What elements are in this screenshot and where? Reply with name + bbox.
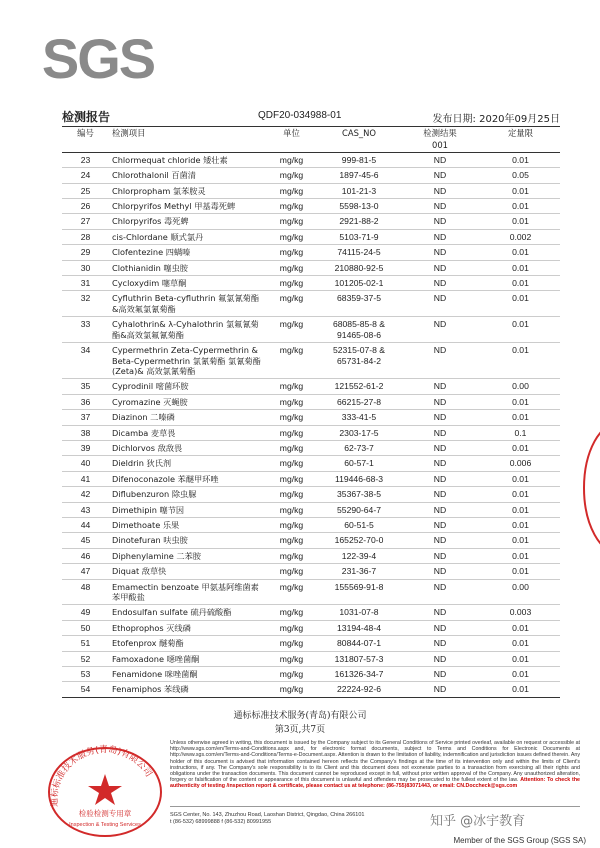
row-item: Cypermethrin Zeta-Cypermethrin & Beta-Cypermethrin 氯氰菊酯 氯氰菊酯 (Zeta)& 高效氯氰菊酯 [109,343,264,379]
row-limit: 0.05 [481,168,560,183]
row-unit: mg/kg [264,517,319,532]
row-unit: mg/kg [264,440,319,455]
col-result-sample: 001 [399,139,481,152]
row-result: ND [399,276,481,291]
table-row [62,183,560,198]
row-result: ND [399,636,481,651]
row-limit: 0.01 [481,651,560,666]
row-limit: 0.003 [481,605,560,620]
row-limit: 0.01 [481,152,560,167]
row-no: 24 [62,168,109,183]
row-item: Chlormequat chloride 矮壮素 [109,152,264,167]
results-table [62,126,560,698]
row-no: 41 [62,471,109,486]
row-no: 40 [62,456,109,471]
stamp-en: Inspection & Testing Services [69,822,141,828]
row-cas: 22224-92-6 [319,682,399,697]
col-unit: 单位 [264,127,319,140]
row-no: 30 [62,260,109,275]
row-no: 42 [62,487,109,502]
row-unit: mg/kg [264,152,319,167]
row-item: Cyhalothrin& λ-Cyhalothrin 氯氟氰菊酯&高效氯氟氰菊酯 [109,317,264,343]
watermark: 知乎 @冰宇教育 [430,814,526,829]
row-limit: 0.01 [481,245,560,260]
row-result: ND [399,564,481,579]
row-limit: 0.01 [481,394,560,409]
row-limit: 0.01 [481,343,560,379]
row-no: 27 [62,214,109,229]
inspection-stamp [30,730,180,840]
row-no: 32 [62,291,109,317]
report-number: QDF20-034988-01 [258,110,342,121]
footer-divider [170,806,580,807]
row-no: 37 [62,410,109,425]
row-cas: 55290-64-7 [319,502,399,517]
col-item: 检测项目 [109,127,264,140]
row-result: ND [399,533,481,548]
row-item: Fenamidone 咪唑菌酮 [109,667,264,682]
row-cas: 62-73-7 [319,440,399,455]
row-item: Diflubenzuron 除虫脲 [109,487,264,502]
row-unit: mg/kg [264,343,319,379]
row-cas: 60-57-1 [319,456,399,471]
row-item: Chlorpyrifos 毒死蜱 [109,214,264,229]
row-limit: 0.01 [481,183,560,198]
member-text: Member of the SGS Group (SGS SA) [453,836,586,845]
stamp-text: 通标标准技术服务(青岛)有限公司 [49,745,154,807]
row-result: ND [399,343,481,379]
row-no: 52 [62,651,109,666]
table-row [62,471,560,486]
row-unit: mg/kg [264,636,319,651]
row-item: Difenoconazole 苯醚甲环唑 [109,471,264,486]
row-cas: 231-36-7 [319,564,399,579]
table-row [62,379,560,394]
row-limit: 0.01 [481,487,560,502]
table-row [62,667,560,682]
row-limit: 0.01 [481,260,560,275]
row-cas: 101-21-3 [319,183,399,198]
row-cas: 161326-34-7 [319,667,399,682]
col-cas: CAS_NO [319,127,399,140]
row-limit: 0.01 [481,620,560,635]
row-result: ND [399,502,481,517]
row-result: ND [399,152,481,167]
row-limit: 0.01 [481,533,560,548]
row-no: 43 [62,502,109,517]
row-cas: 155569-91-8 [319,579,399,605]
row-cas: 35367-38-5 [319,487,399,502]
table-row [62,487,560,502]
table-row [62,636,560,651]
row-cas: 2303-17-5 [319,425,399,440]
row-unit: mg/kg [264,425,319,440]
table-row [62,276,560,291]
row-item: Fenamiphos 苯线磷 [109,682,264,697]
row-item: Cyfluthrin Beta-cyfluthrin 氟氯氰菊酯&高效氟氯氰菊酯 [109,291,264,317]
row-result: ND [399,579,481,605]
row-limit: 0.01 [481,317,560,343]
row-limit: 0.006 [481,456,560,471]
row-cas: 2921-88-2 [319,214,399,229]
row-item: Famoxadone 噁唑菌酮 [109,651,264,666]
row-no: 34 [62,343,109,379]
row-cas: 210880-92-5 [319,260,399,275]
table-row [62,245,560,260]
row-no: 45 [62,533,109,548]
row-item: Ethoprophos 灭线磷 [109,620,264,635]
row-cas: 5103-71-9 [319,229,399,244]
row-no: 47 [62,564,109,579]
results-body [62,152,560,697]
row-result: ND [399,394,481,409]
table-row [62,548,560,563]
row-limit: 0.01 [481,564,560,579]
row-cas: 1897-45-6 [319,168,399,183]
row-limit: 0.01 [481,471,560,486]
row-limit: 0.01 [481,636,560,651]
table-row [62,564,560,579]
row-limit: 0.01 [481,410,560,425]
report-header [62,108,560,124]
table-row [62,317,560,343]
terms-text: Unless otherwise agreed in writing, this document is issued by the Company subject to its General Conditions of Service printed overleaf, available on request or accessible at http://www.sgs.com/en/Terms-and-Conditions.aspx and, for electronic format documents, subject to Terms and Conditions for Electronic Documents at http://www.sgs.com/en/Terms-and-Conditions/Terms-e-Document.aspx. Attention is drawn to the limitation of liability, indemnification and jurisdiction issues defined therein. Any holder of this document is advised that information contained hereon reflects the Company's findings at the time of its intervention only and within the limits of Client's instructions, if any. The Company's sole responsibility is to its Client and this document does not exonerate parties to a transaction from exercising all their rights and obligations under the transaction documents. This document cannot be reproduced except in full, without prior written approval of the Company. Any unauthorized alteration, forgery or falsification of the content or appearance of this document is unlawful and offenders may be prosecuted to the fullest extent of the law. Attention: To check the authenticity of testing /inspection report & certificate, please contact us at telephone: (86-755)83071443, or email: CN.Doccheck@sgs.com [170,740,581,790]
row-limit: 0.01 [481,276,560,291]
row-unit: mg/kg [264,564,319,579]
table-row [62,682,560,697]
row-unit: mg/kg [264,502,319,517]
table-row [62,651,560,666]
row-no: 39 [62,440,109,455]
row-item: Chlorothalonil 百菌清 [109,168,264,183]
table-row [62,425,560,440]
row-limit: 0.01 [481,199,560,214]
row-result: ND [399,487,481,502]
row-item: Cycloxydim 噻草酮 [109,276,264,291]
row-item: Emamectin benzoate 甲氨基阿维菌素苯甲酸盐 [109,579,264,605]
row-cas: 60-51-5 [319,517,399,532]
row-no: 28 [62,229,109,244]
row-unit: mg/kg [264,682,319,697]
row-result: ND [399,605,481,620]
row-item: Dinotefuran 呋虫胺 [109,533,264,548]
table-row [62,456,560,471]
row-limit: 0.1 [481,425,560,440]
row-unit: mg/kg [264,548,319,563]
row-cas: 333-41-5 [319,410,399,425]
table-row [62,605,560,620]
stamp-sub: 检验检测专用章 [78,809,132,818]
row-no: 53 [62,667,109,682]
row-unit: mg/kg [264,291,319,317]
row-limit: 0.01 [481,502,560,517]
row-no: 48 [62,579,109,605]
row-no: 46 [62,548,109,563]
row-item: Dieldrin 狄氏剂 [109,456,264,471]
row-no: 29 [62,245,109,260]
partial-stamp-edge [576,418,600,558]
row-result: ND [399,245,481,260]
report-title: 检测报告 [62,110,111,124]
sgs-logo [28,28,168,90]
row-unit: mg/kg [264,168,319,183]
row-result: ND [399,291,481,317]
row-cas: 74115-24-5 [319,245,399,260]
row-unit: mg/kg [264,276,319,291]
row-unit: mg/kg [264,487,319,502]
row-cas: 1031-07-8 [319,605,399,620]
footer-page: 第3页,共7页 [274,725,326,735]
row-limit: 0.01 [481,291,560,317]
row-result: ND [399,548,481,563]
row-item: Clothianidin 噻虫胺 [109,260,264,275]
row-item: Cyprodinil 嘧菌环胺 [109,379,264,394]
table-row [62,343,560,379]
row-limit: 0.01 [481,214,560,229]
row-unit: mg/kg [264,605,319,620]
row-result: ND [399,183,481,198]
table-row [62,410,560,425]
row-unit: mg/kg [264,214,319,229]
row-unit: mg/kg [264,394,319,409]
row-unit: mg/kg [264,533,319,548]
row-result: ND [399,667,481,682]
row-no: 33 [62,317,109,343]
table-row [62,168,560,183]
row-result: ND [399,517,481,532]
table-row [62,260,560,275]
row-cas: 131807-57-3 [319,651,399,666]
row-unit: mg/kg [264,651,319,666]
row-no: 44 [62,517,109,532]
row-limit: 0.01 [481,440,560,455]
table-row [62,152,560,167]
row-limit: 0.00 [481,579,560,605]
row-cas: 119446-68-3 [319,471,399,486]
row-unit: mg/kg [264,471,319,486]
row-item: Dimethipin 噻节因 [109,502,264,517]
row-result: ND [399,229,481,244]
row-item: Chlorpropham 氯苯胺灵 [109,183,264,198]
row-result: ND [399,379,481,394]
row-result: ND [399,620,481,635]
row-unit: mg/kg [264,260,319,275]
row-unit: mg/kg [264,379,319,394]
row-limit: 0.01 [481,517,560,532]
row-cas: 68359-37-5 [319,291,399,317]
table-row [62,620,560,635]
row-item: Diquat 敌草快 [109,564,264,579]
row-limit: 0.01 [481,667,560,682]
row-cas: 5598-13-0 [319,199,399,214]
row-result: ND [399,410,481,425]
footer-company: 通标标准技术服务(青岛)有限公司 [233,711,367,721]
row-item: Diazinon 二嗪磷 [109,410,264,425]
row-no: 49 [62,605,109,620]
row-unit: mg/kg [264,229,319,244]
row-cas: 122-39-4 [319,548,399,563]
row-item: Clofentezine 四螨嗪 [109,245,264,260]
row-cas: 101205-02-1 [319,276,399,291]
row-no: 38 [62,425,109,440]
row-result: ND [399,471,481,486]
row-result: ND [399,651,481,666]
row-no: 23 [62,152,109,167]
table-row [62,517,560,532]
row-result: ND [399,214,481,229]
row-limit: 0.00 [481,379,560,394]
row-item: Cyromazine 灭蝇胺 [109,394,264,409]
row-no: 51 [62,636,109,651]
row-cas: 80844-07-1 [319,636,399,651]
row-unit: mg/kg [264,579,319,605]
row-item: Endosulfan sulfate 硫丹硫酸酯 [109,605,264,620]
row-no: 50 [62,620,109,635]
col-no: 编号 [62,127,109,140]
table-row [62,579,560,605]
table-row [62,394,560,409]
row-unit: mg/kg [264,620,319,635]
row-result: ND [399,199,481,214]
row-cas: 121552-61-2 [319,379,399,394]
row-no: 54 [62,682,109,697]
table-row [62,199,560,214]
row-unit: mg/kg [264,199,319,214]
row-limit: 0.01 [481,682,560,697]
row-unit: mg/kg [264,245,319,260]
table-row [62,502,560,517]
row-cas: 999-81-5 [319,152,399,167]
row-unit: mg/kg [264,456,319,471]
row-item: Etofenprox 醚菊酯 [109,636,264,651]
row-no: 31 [62,276,109,291]
row-limit: 0.01 [481,548,560,563]
row-unit: mg/kg [264,667,319,682]
attention-text: Attention: To check the authenticity of testing /inspection report & certificate, please contact us at telephone: (86-755)83071443, or email: CN.Doccheck@sgs.com [170,777,580,790]
row-cas: 165252-70-0 [319,533,399,548]
row-item: Dimethoate 乐果 [109,517,264,532]
row-limit: 0.002 [481,229,560,244]
row-cas: 66215-27-8 [319,394,399,409]
table-row [62,440,560,455]
row-unit: mg/kg [264,317,319,343]
row-unit: mg/kg [264,410,319,425]
row-cas: 68085-85-8 & 91465-08-6 [319,317,399,343]
table-row [62,533,560,548]
row-result: ND [399,682,481,697]
issue-date: 发布日期: 2020年09月25日 [432,114,560,125]
row-unit: mg/kg [264,183,319,198]
row-item: Dichlorvos 敌敌畏 [109,440,264,455]
col-limit: 定量限 [481,127,560,140]
row-no: 25 [62,183,109,198]
table-row [62,291,560,317]
row-no: 26 [62,199,109,214]
row-no: 35 [62,379,109,394]
col-result: 检测结果 [399,127,481,140]
row-item: Chlorpyrifos Methyl 甲基毒死蜱 [109,199,264,214]
row-no: 36 [62,394,109,409]
row-result: ND [399,456,481,471]
company-address: SGS Center, No. 143, Zhuzhou Road, Laoshan District, Qingdao, China 266101 t (86-532) 68999888 f (86-532) 80991955 [170,812,365,825]
table-row [62,229,560,244]
row-item: Diphenylamine 二苯胺 [109,548,264,563]
row-item: cis-Chlordane 顺式氯丹 [109,229,264,244]
row-cas: 13194-48-4 [319,620,399,635]
row-result: ND [399,317,481,343]
table-row [62,214,560,229]
row-result: ND [399,440,481,455]
svg-text:SGS: SGS [41,28,155,90]
row-result: ND [399,260,481,275]
row-result: ND [399,425,481,440]
row-cas: 52315-07-8 & 65731-84-2 [319,343,399,379]
row-result: ND [399,168,481,183]
row-item: Dicamba 麦草畏 [109,425,264,440]
